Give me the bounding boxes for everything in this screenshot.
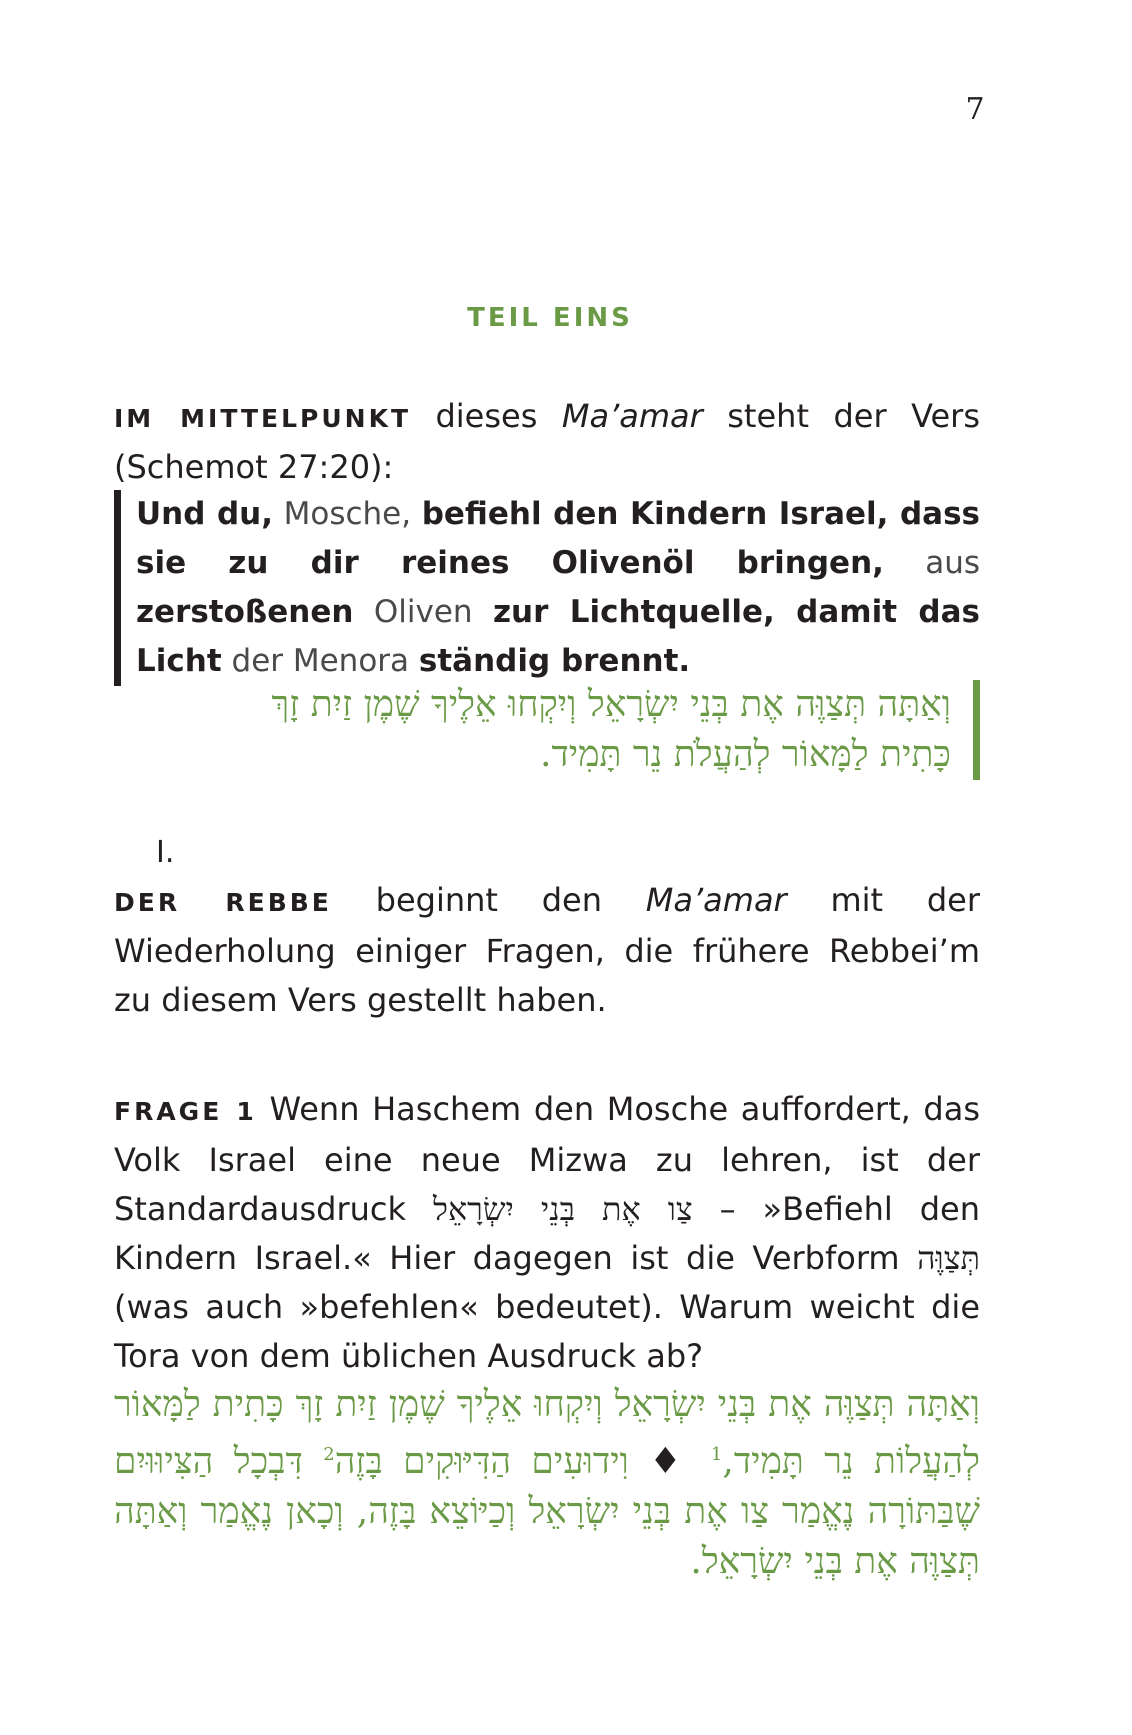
footnote-1[interactable]: 1 — [710, 1444, 723, 1465]
intro-caps: IM MITTELPUNKT — [114, 404, 412, 433]
frage-caps: FRAGE 1 — [114, 1097, 257, 1126]
commentary-hebrew: וְאַתָּה תְּצַוֶּה אֶת בְּנֵי יִשְׂרָאֵל וְיִקְחוּ אֵלֶיךָ שֶׁמֶן זַיִת זָךְ כָּתִית לַמָּאוֹר לְהַעֲלוֹת נֵר תָּמִיד,$^1$ ♦ וִידוּעִים הַדִּיּוּקִים בָּזֶה$^2$ דִּבְכָל הַצִּיוּוּיִם שֶׁבַּתּוֹרָה נֶאֱמַר צַו אֶת בְּנֵי יִשְׂרָאֵל וְכַיּוֹצֵא בָּזֶה, וְכָאן נֶאֱמַר וְאַתָּה תְּצַוֶּה אֶת בְּנֵי יִשְׂרָאֵל. — [114, 1384, 980, 1582]
verse-german: Und du, Mosche, befiehl den Kindern Israel, dass sie zu dir reines Olivenöl bringen, aus zerstoßenen Oliven zur Lichtquelle, damit das Licht der Menora ständig brennt. — [114, 490, 980, 686]
verse-hebrew-block — [114, 680, 980, 780]
section-caps: DER REBBE — [114, 888, 332, 917]
verse-hebrew-line-2: כָּתִית לַמָּאוֹר לְהַעֲלֹת נֵר תָּמִיד. — [540, 734, 951, 775]
hebrew-term-tetzaveh: תְּצַוֶּה — [917, 1239, 980, 1277]
intro-term: Ma’amar — [561, 397, 703, 435]
section-term: Ma’amar — [645, 881, 787, 919]
intro-block — [114, 392, 980, 492]
commentary-hebrew-block — [114, 1380, 980, 1587]
section-block — [114, 835, 980, 1025]
part-heading: TEIL EINS — [467, 303, 633, 333]
diamond-separator-icon: ♦ — [649, 1441, 691, 1482]
frage-block — [114, 1085, 980, 1381]
verse-german-block — [114, 490, 980, 686]
section-number: I. — [156, 835, 175, 870]
hebrew-term-tzav: צַו אֶת בְּנֵי יִשְׂרָאֵל — [432, 1190, 693, 1228]
verse-hebrew-line-1: וְאַתָּה תְּצַוֶּה אֶת בְּנֵי יִשְׂרָאֵל וְיִקְחוּ אֵלֶיךָ שֶׁמֶן זַיִת זָךְ — [271, 684, 951, 725]
footnote-2[interactable]: 2 — [323, 1444, 335, 1465]
frage-1-paragraph: FRAGE 1 Wenn Haschem den Mosche auffordert, das Volk Israel eine neue Mizwa zu lehren, ist der Standardausdruck צַו אֶת בְּנֵי יִשְׂרָאֵל – »Befiehl den Kindern Israel.« Hier dagegen ist die Verbform תְּצַוֶּה (was auch »befehlen« bedeutet). Warum weicht die Tora von dem üblichen Ausdruck ab? — [114, 1090, 981, 1375]
section-paragraph: DER REBBE beginnt den Ma’amar mit der Wiederholung einiger Fragen, die frühere Rebbei’m zu diesem Vers gestellt haben. — [114, 881, 980, 1019]
intro-paragraph: IM MITTELPUNKT dieses Ma’amar steht der Vers (Schemot 27:20): — [114, 397, 980, 486]
page-number: 7 — [965, 92, 985, 127]
verse-hebrew — [114, 680, 980, 780]
